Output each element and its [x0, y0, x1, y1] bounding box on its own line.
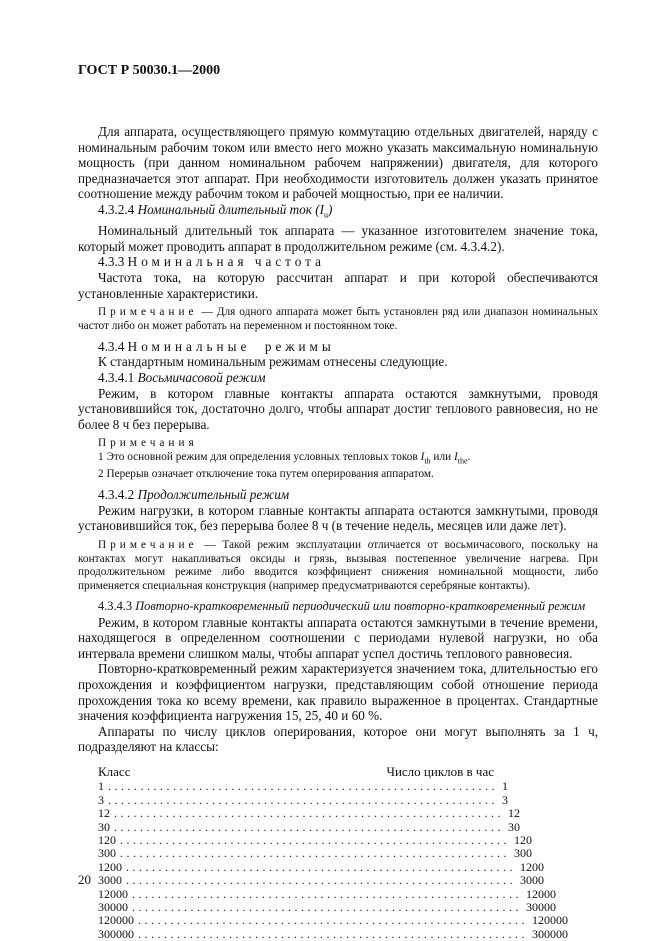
table-row [98, 832, 532, 847]
leader-dots: ............................................................ [108, 779, 498, 794]
class-value: 3 [98, 792, 104, 807]
leader-dots: ............................................................ [114, 806, 504, 821]
class-table [98, 763, 568, 941]
section-number: 4.3.3 [98, 254, 125, 270]
class-value: 12 [98, 806, 110, 821]
notes-label: Примечания [98, 437, 198, 450]
leader-dots: ............................................................ [108, 792, 498, 807]
table-row [98, 819, 520, 834]
column-header-cycles: Число циклов в час [386, 763, 494, 779]
leader-dots: ............................................................ [114, 819, 504, 834]
section-title: Номинальная частота [127, 254, 325, 270]
note-label: Примечание [98, 538, 198, 551]
section-number: 4.3.4 [98, 338, 125, 354]
class-value: 300000 [98, 926, 134, 941]
class-value: 30 [98, 819, 110, 834]
note-item: 2 Перерыв означает отключение тока путем оперирования аппаратом. [98, 468, 434, 481]
section-title: Номинальный длительный ток (I [137, 201, 324, 217]
note [78, 306, 598, 334]
note-text: — Такой режим эксплуатации отличается от восьмичасового, поскольку на контактах могут накапливаться оксиды и грязь, вызывая постепенное увеличение нагрева. При продолжительном режиме либо вводится коэффициент снижения номинальной мощности, либо применяется специальная конструкция (например предусматриваются серебряные контакты). [78, 538, 598, 593]
paren: ) [327, 201, 333, 217]
table-row [98, 859, 544, 874]
section-title: Продолжительный режим [137, 486, 290, 502]
cycles-value: 120000 [532, 913, 568, 928]
note [78, 539, 598, 594]
note-text: . [467, 451, 471, 464]
cycles-value: 300000 [532, 926, 568, 941]
class-value: 3000 [98, 873, 122, 888]
table-row [98, 886, 556, 901]
paragraph: Номинальный длительный ток аппарата — указанное изготовителем значение тока, который может проводить аппарат в продолжительном режиме (см. 4.3.4.2). [78, 223, 598, 254]
cycles-value: 3 [502, 792, 508, 807]
subscript: u [323, 210, 328, 220]
section-title: Номинальные режимы [127, 338, 335, 354]
class-value: 300 [98, 846, 116, 861]
cycles-value: 120 [514, 832, 532, 847]
table-row [98, 779, 508, 794]
column-header-class: Класс [98, 763, 131, 779]
class-value: 120 [98, 832, 116, 847]
notes [78, 437, 598, 482]
cycles-value: 1 [502, 779, 508, 794]
class-value: 12000 [98, 886, 128, 901]
section-heading-4-3-4 [78, 339, 598, 355]
class-value: 1200 [98, 859, 122, 874]
cycles-value: 1200 [520, 859, 544, 874]
document-header: ГОСТ Р 50030.1—2000 [78, 63, 221, 78]
leader-dots: ............................................................ [138, 926, 528, 941]
note-label: Примечание [98, 306, 198, 319]
document-body [78, 124, 598, 941]
paragraph: К стандартным номинальным режимам отнесены следующие. [98, 354, 448, 370]
leader-dots: ............................................................ [120, 832, 510, 847]
class-value: 30000 [98, 899, 128, 914]
paragraph: Для аппарата, осуществляющего прямую коммутацию отдельных двигателей, наряду с номинальным рабочим током или вместо него можно указать максимальную номинальную мощность (при данном номинальном рабочем напряжении) двигателя, для которого предназначается этот аппарат. При необходимости изготовитель должен указать принятое соотношение между рабочим током и рабочей мощностью, при ее наличии. [78, 124, 598, 202]
note-item: 1 Это основной режим для определения условных тепловых токов $I_{th}$ или $I_{the}$. [98, 451, 471, 466]
table-row [98, 873, 544, 888]
section-number: 4.3.2.4 [98, 201, 135, 217]
paragraph: Частота тока, на которую рассчитан аппарат и при которой обеспечиваются установленные характеристики. [78, 269, 598, 301]
leader-dots: ............................................................ [132, 899, 522, 914]
cycles-value: 12 [508, 806, 520, 821]
table-row [98, 846, 532, 861]
section-heading-4-3-4-3 [78, 599, 598, 615]
page-number: 20 [78, 872, 91, 887]
cycles-value: 3000 [520, 873, 544, 888]
table-row [98, 792, 508, 807]
cycles-value: 30000 [526, 899, 556, 914]
section-heading-4-3-4-2 [78, 487, 598, 503]
table-row [98, 913, 568, 928]
section-heading-4-3-4-1 [78, 370, 598, 386]
cycles-value: 300 [514, 846, 532, 861]
leader-dots: ............................................................ [126, 859, 516, 874]
paragraph: Режим нагрузки, в котором главные контакты аппарата остаются замкнутыми, проводя установившийся ток, без перерыва более 8 ч (в течение недель, месяцев или даже лет). [78, 502, 598, 534]
paragraph: Режим, в котором главные контакты аппарата остаются замкнутыми в течение времени, находящегося в определенном соотношении с периодами нулевой нагрузки, но оба интервала времени слишком малы, чтобы аппарат успел достичь теплового равновесия. [78, 614, 598, 661]
section-number: 4.3.4.3 [98, 598, 133, 613]
section-number: 4.3.4.1 [98, 369, 135, 385]
note-text: 1 Это основной режим для определения условных тепловых токов [98, 451, 421, 464]
subscript: the [457, 456, 468, 466]
section-title: Повторно-кратковременный периодический или повторно-кратковременный режим [135, 598, 586, 613]
paragraph: Режим, в котором главные контакты аппарата остаются замкнутыми, проводя установившийся ток, достаточно долго, чтобы аппарат достиг теплового равновесия, но не более 8 ч без перерыва. [78, 385, 598, 432]
section-title: Восьмичасовой режим [137, 369, 266, 385]
leader-dots: ............................................................ [120, 846, 510, 861]
table-row [98, 926, 568, 941]
section-heading-4-3-2-4 [78, 202, 598, 223]
paragraph: Повторно-кратковременный режим характеризуется значением тока, длительностью его прохождения и коэффициентом нагрузки, представляющим собой отношение периода прохождения тока ко всему времени, как правило выраженное в процентах. Стандартные значения коэффициента нагружения 15, 25, 40 и 60 %. [78, 661, 598, 724]
leader-dots: ............................................................ [126, 873, 516, 888]
leader-dots: ............................................................ [138, 913, 528, 928]
section-heading-4-3-3 [78, 254, 598, 270]
note-text: — Для одного аппарата может быть установлен ряд или диапазон номинальных частот либо он может работать на переменном и постоянном токе. [78, 306, 598, 332]
paragraph: Аппараты по числу циклов оперирования, которое они могут выполнять за 1 ч, подразделяют на классы: [78, 723, 598, 755]
note-text: или [430, 451, 454, 464]
subscript: th [424, 456, 431, 466]
cycles-value: 30 [508, 819, 520, 834]
class-value: 1 [98, 779, 104, 794]
table-row [98, 899, 556, 914]
class-value: 120000 [98, 913, 134, 928]
table-row [98, 806, 520, 821]
table-header [98, 765, 494, 778]
leader-dots: ............................................................ [132, 886, 522, 901]
cycles-value: 12000 [526, 886, 556, 901]
section-number: 4.3.4.2 [98, 486, 135, 502]
